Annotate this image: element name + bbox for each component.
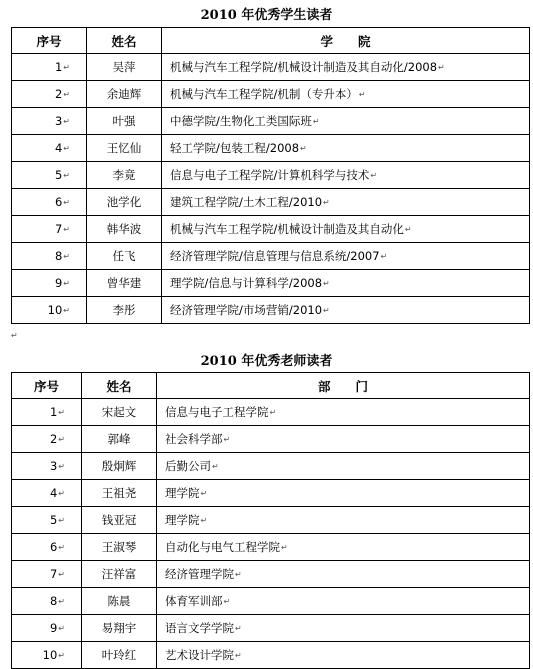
row-seq: 6↵ [12, 534, 82, 561]
row-seq: 5↵ [12, 507, 82, 534]
row-name: 王祖尧 [82, 480, 157, 507]
cell-end-mark-icon: ↵ [281, 543, 288, 552]
header-seq: 序号 [12, 373, 82, 399]
row-name: 汪祥富 [82, 561, 157, 588]
cell-end-mark-icon: ↵ [58, 435, 65, 444]
teacher-readers-table [11, 372, 530, 669]
table-header-row [12, 373, 530, 399]
row-department: 后勤公司↵ [157, 453, 530, 480]
table-row [12, 81, 530, 108]
row-seq: 3↵ [12, 108, 87, 135]
table-row [12, 270, 530, 297]
row-college: 机械与汽车工程学院/机制（专升本）↵ [162, 81, 530, 108]
row-name: 叶强 [87, 108, 162, 135]
row-seq: 9↵ [12, 615, 82, 642]
cell-end-mark-icon: ↵ [223, 597, 231, 606]
cell-end-mark-icon: ↵ [58, 570, 65, 579]
cell-end-mark-icon: ↵ [58, 408, 65, 417]
row-name: 李竟 [87, 162, 162, 189]
row-name: 易翔宇 [82, 615, 157, 642]
cell-end-mark-icon: ↵ [58, 462, 65, 471]
header-department: 部 门 [157, 373, 530, 399]
cell-end-mark-icon: ↵ [63, 198, 70, 207]
cell-end-mark-icon: ↵ [200, 489, 208, 498]
table-row [12, 162, 530, 189]
cell-end-mark-icon: ↵ [438, 63, 445, 72]
table-row [12, 588, 530, 615]
row-college: 理学院/信息与计算科学/2008↵ [162, 270, 530, 297]
row-department: 信息与电子工程学院↵ [157, 399, 530, 426]
cell-end-mark-icon: ↵ [380, 252, 388, 261]
row-seq: 2↵ [12, 426, 82, 453]
table-row [12, 189, 530, 216]
row-seq: 4↵ [12, 480, 82, 507]
row-name: 殷炯辉 [82, 453, 157, 480]
student-readers-table [11, 27, 530, 324]
table-row [12, 297, 530, 324]
table-row [12, 135, 530, 162]
row-department: 社会科学部↵ [157, 426, 530, 453]
row-seq: 1↵ [12, 399, 82, 426]
row-college: 中德学院/生物化工类国际班↵ [162, 108, 530, 135]
row-seq: 7↵ [12, 561, 82, 588]
row-name: 叶玲红 [82, 642, 157, 669]
row-name: 任飞 [87, 243, 162, 270]
cell-end-mark-icon: ↵ [63, 117, 70, 126]
table-row [12, 54, 530, 81]
row-seq: 8↵ [12, 243, 87, 270]
row-seq: 10↵ [12, 297, 87, 324]
row-seq: 2↵ [12, 81, 87, 108]
cell-end-mark-icon: ↵ [58, 651, 65, 660]
cell-end-mark-icon: ↵ [235, 651, 242, 660]
row-college: 机械与汽车工程学院/机械设计制造及其自动化↵ [162, 216, 530, 243]
table-row [12, 480, 530, 507]
row-department: 艺术设计学院↵ [157, 642, 530, 669]
row-name: 陈晨 [82, 588, 157, 615]
table-row [12, 561, 530, 588]
row-college: 机械与汽车工程学院/机械设计制造及其自动化/2008↵ [162, 54, 530, 81]
table-row [12, 507, 530, 534]
row-seq: 7↵ [12, 216, 87, 243]
table-row [12, 426, 530, 453]
cell-end-mark-icon: ↵ [63, 279, 70, 288]
table-row [12, 399, 530, 426]
row-name: 余迪辉 [87, 81, 162, 108]
row-department: 体育军训部↵ [157, 588, 530, 615]
cell-end-mark-icon: ↵ [63, 306, 70, 315]
table-row [12, 534, 530, 561]
cell-end-mark-icon: ↵ [58, 543, 65, 552]
table-row [12, 615, 530, 642]
cell-end-mark-icon: ↵ [223, 435, 231, 444]
row-department: 理学院↵ [157, 507, 530, 534]
cell-end-mark-icon: ↵ [312, 117, 320, 126]
cell-end-mark-icon: ↵ [212, 462, 219, 471]
row-seq: 5↵ [12, 162, 87, 189]
cell-end-mark-icon: ↵ [235, 624, 242, 633]
row-college: 建筑工程学院/土木工程/2010↵ [162, 189, 530, 216]
cell-end-mark-icon: ↵ [269, 408, 277, 417]
row-name: 钱亚冠 [82, 507, 157, 534]
row-college: 经济管理学院/市场营销/2010↵ [162, 297, 530, 324]
row-department: 经济管理学院↵ [157, 561, 530, 588]
row-seq: 8↵ [12, 588, 82, 615]
cell-end-mark-icon: ↵ [370, 171, 378, 180]
table-row [12, 108, 530, 135]
row-department: 自动化与电气工程学院↵ [157, 534, 530, 561]
table-row [12, 642, 530, 669]
student-table-title: 2010 年优秀学生读者 [200, 8, 333, 23]
table-row [12, 216, 530, 243]
row-name: 王忆仙 [87, 135, 162, 162]
paragraph-mark-icon: ↵ [11, 331, 18, 340]
row-name: 曾华建 [87, 270, 162, 297]
header-seq: 序号 [12, 28, 87, 54]
cell-end-mark-icon: ↵ [235, 570, 242, 579]
header-name: 姓名 [87, 28, 162, 54]
table-row [12, 243, 530, 270]
cell-end-mark-icon: ↵ [63, 63, 70, 72]
cell-end-mark-icon: ↵ [63, 225, 70, 234]
row-seq: 1↵ [12, 54, 87, 81]
cell-end-mark-icon: ↵ [323, 306, 330, 315]
cell-end-mark-icon: ↵ [404, 225, 412, 234]
header-college: 学 院 [162, 28, 530, 54]
row-seq: 10↵ [12, 642, 82, 669]
row-college: 信息与电子工程学院/计算机科学与技术↵ [162, 162, 530, 189]
cell-end-mark-icon: ↵ [58, 489, 65, 498]
table-row [12, 453, 530, 480]
table-header-row [12, 28, 530, 54]
header-name: 姓名 [82, 373, 157, 399]
row-seq: 6↵ [12, 189, 87, 216]
cell-end-mark-icon: ↵ [63, 144, 70, 153]
cell-end-mark-icon: ↵ [63, 171, 70, 180]
cell-end-mark-icon: ↵ [300, 144, 307, 153]
cell-end-mark-icon: ↵ [58, 597, 65, 606]
row-seq: 9↵ [12, 270, 87, 297]
row-seq: 3↵ [12, 453, 82, 480]
row-college: 轻工学院/包装工程/2008↵ [162, 135, 530, 162]
cell-end-mark-icon: ↵ [63, 252, 70, 261]
row-department: 语言文学学院↵ [157, 615, 530, 642]
row-college: 经济管理学院/信息管理与信息系统/2007↵ [162, 243, 530, 270]
teacher-table-title: 2010 年优秀老师读者 [200, 354, 333, 369]
cell-end-mark-icon: ↵ [58, 516, 65, 525]
row-name: 王淑琴 [82, 534, 157, 561]
cell-end-mark-icon: ↵ [323, 279, 330, 288]
cell-end-mark-icon: ↵ [58, 624, 65, 633]
row-name: 吴萍 [87, 54, 162, 81]
cell-end-mark-icon: ↵ [323, 198, 330, 207]
cell-end-mark-icon: ↵ [200, 516, 208, 525]
row-name: 池学化 [87, 189, 162, 216]
row-name: 韩华波 [87, 216, 162, 243]
row-name: 郭峰 [82, 426, 157, 453]
row-name: 李彤 [87, 297, 162, 324]
row-name: 宋起文 [82, 399, 157, 426]
row-seq: 4↵ [12, 135, 87, 162]
cell-end-mark-icon: ↵ [358, 90, 366, 99]
cell-end-mark-icon: ↵ [63, 90, 70, 99]
row-department: 理学院↵ [157, 480, 530, 507]
